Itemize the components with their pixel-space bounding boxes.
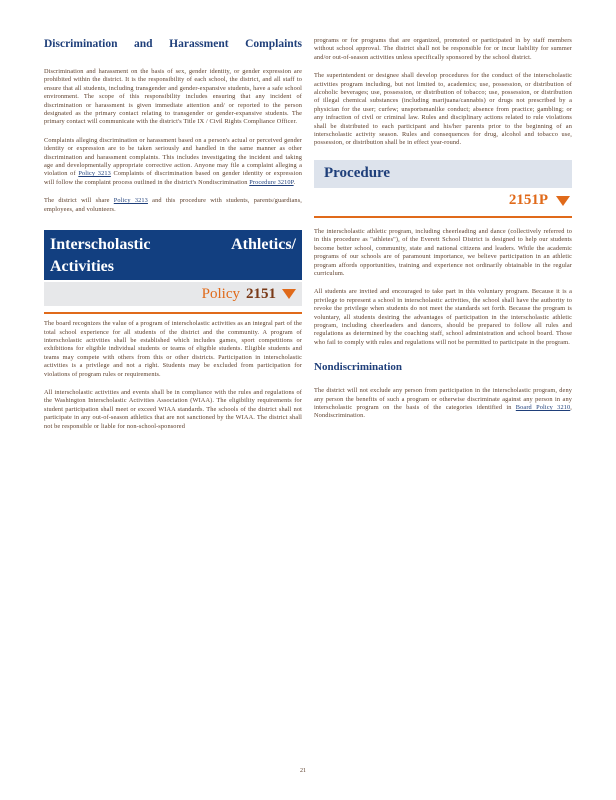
complaints-paragraph: Complaints alleging discrimination or harassment based on a person's actual or perceived gender identity or expression are to be taken seriously and handled in the same manner as other discrimination and harassment complaints. This includes investigating the incident and taking age and developmentally appropriate corrective action. Anyone may file a complaint alleging a violation of Policy 3213 Complaints of discrimination based on gender identity or expression will follow the complaint process outlined in the district's Nondiscrimination Procedure 3210P. [44, 136, 302, 186]
policy-3213-link-2[interactable]: Policy 3213 [113, 197, 148, 205]
procedure-number-row [314, 188, 572, 214]
policy-label: Policy [201, 285, 240, 302]
board-recognizes-paragraph: The board recognizes the value of a program of interscholastic activities as an integral part of the total school experience for all students of the district and the community. A program of interscholastic activities shall be established which includes games, sport competitions or exhibitions for eligible individual students or teams of eligible students. Eligible students and teams may compete with others from this or other districts. Participation in interscholastic activities is a privilege and not a right. Students may be excluded from participation for violations of program rules or requirements. [44, 320, 302, 378]
orange-triangle-icon [556, 196, 570, 206]
orange-divider [44, 312, 302, 314]
procedure-heading: Procedure [314, 160, 572, 188]
orange-triangle-icon [282, 289, 296, 299]
policy-number: 2151 [246, 285, 276, 302]
board-policy-3210-link[interactable]: Board Policy 3210 [515, 403, 571, 411]
superintendent-paragraph: The superintendent or designee shall develop procedures for the conduct of the interscholastic activities program including, but not limited to, academics; use, possession, or distribution of alcoholic beverages; use, possession, or distribution of tobacco; use, possession, or distribution of illegal chemical substances (including marijuana/cannabis) or drugs not prescribed by a physician for the user; curfew; unsportsmanlike conduct; absence from practice; gambling; or any infraction of civil or criminal law. Rules and disciplinary actions related to rule violations shall be distributed to each participant and his/her parents prior to the beginning of an interscholastic activity season. Rules and consequences for drug, alcohol and tobacco use, possession, or distribution shall be in effect year-round. [314, 72, 572, 147]
discrimination-heading: Discrimination and Harassment Complaints [44, 38, 302, 50]
nondiscrimination-heading: Nondiscrimination [314, 361, 403, 374]
policy-3213-link[interactable]: Policy 3213 [78, 170, 111, 178]
left-column [44, 0, 302, 431]
banner-word-1: Interscholastic [50, 236, 151, 254]
athletic-program-paragraph: The interscholastic athletic program, including cheerleading and dance (collectively referred to in this procedure as "athletes"), of the Everett School District is designed to help our students become better school, community, state and national citizens and leaders. While the academic programs of our schools are of paramount importance, we believe participation in an athletic program affords opportunities, training and experience not ordinarily obtainable in the regular curriculum. [314, 227, 572, 277]
athletics-banner [44, 230, 302, 280]
wiaa-paragraph: All interscholastic activities and events shall be in compliance with the rules and regulations of the Washington Interscholastic Activities Association (WIAA). The eligibility requirements for student participation shall meet or exceed WIAA standards. The schools of the district shall not participate in any out-of-season athletics that are not sanctioned by the WIAA. The district shall not be responsible or liable for non-school-sponsored [44, 388, 302, 430]
page-number: 21 [300, 768, 306, 774]
programs-paragraph: programs or for programs that are organized, promoted or participated in by staff members without school approval. The district shall not be responsible for or incur liability for summer and/or out-of-season activities unless specifically sponsored by the school district. [314, 37, 572, 61]
banner-word-2: Athletics/ [231, 236, 296, 254]
right-column [314, 0, 572, 421]
policy-number-row [44, 282, 302, 306]
banner-line-2: Activities [50, 258, 114, 276]
discrimination-paragraph: Discrimination and harassment on the basis of sex, gender identity, or gender expression are prohibited within the district. It is the responsibility of each school, the district, and all staff to ensure that all students, including transgender and gender-expansive students, have a safe school environment. The scope of this responsibility includes ensuring that any incident of discrimination or harassment is given immediate attention and/ or reported to the person designated as the primary contact relating to transgender or gender-expansive students. The primary contact will communicate with the district's Title IX / Civil Rights Compliance Officer. [44, 68, 302, 126]
share-policy-paragraph: The district will share Policy 3213 and this procedure with students, parents/guardians, employees, and volunteers. [44, 197, 302, 213]
nondiscrimination-paragraph: The district will not exclude any person from participation in the interscholastic program, deny any person the benefits of such a program or otherwise discriminate against any person in any interscholastic program on the basis of the categories identified in Board Policy 3210, Nondiscrimination. [314, 387, 572, 420]
procedure-3210p-link[interactable]: Procedure 3210P [249, 178, 294, 186]
orange-divider-right [314, 216, 572, 218]
students-invited-paragraph: All students are invited and encouraged to take part in this voluntary program. Because it is a privilege to represent a school in interscholastic activities, the school shall have the authority to revoke the privilege when students do not meet the standards set forth. Because the program is voluntary, all students desiring the advantages of participation in the interscholastic athletic program, including cheerleaders and dancers, should be prepared to follow all rules and regulations as determined by the coaching staff, school administration and school board. Those who fail to comply with rules and regulations will not be permitted to participate in the program. [314, 288, 572, 346]
procedure-number: 2151P [508, 192, 548, 209]
